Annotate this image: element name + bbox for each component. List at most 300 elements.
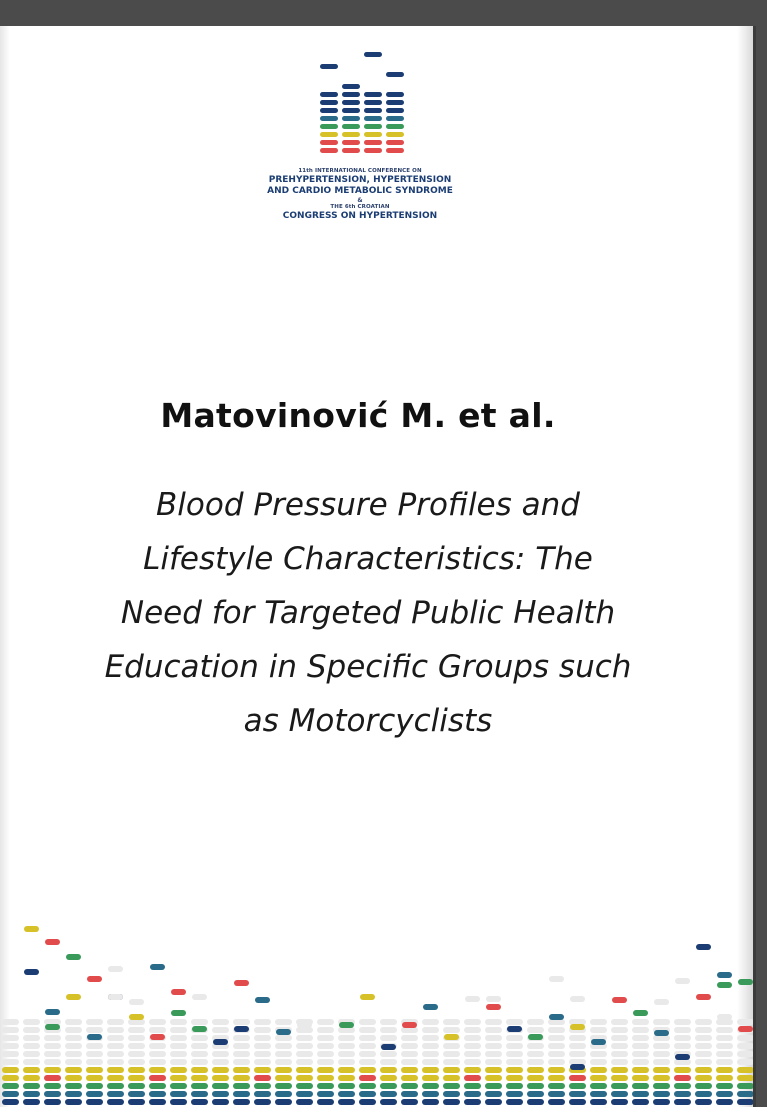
deco-bar (44, 1067, 61, 1073)
deco-bar (716, 1083, 733, 1089)
deco-bar (317, 1059, 334, 1065)
deco-bar (569, 1091, 586, 1097)
deco-bar (611, 1059, 628, 1065)
deco-bar (632, 1091, 649, 1097)
deco-bar (506, 1075, 523, 1081)
deco-bar (737, 1035, 753, 1041)
deco-bar (275, 1099, 292, 1105)
deco-bar (86, 1083, 103, 1089)
deco-bar (149, 1051, 166, 1057)
deco-bar (380, 1027, 397, 1033)
logo-line-1: 11th INTERNATIONAL CONFERENCE ON (298, 168, 422, 174)
deco-bar (317, 1075, 334, 1081)
deco-bar (527, 1027, 544, 1033)
deco-bar (317, 1043, 334, 1049)
deco-bar (212, 1051, 229, 1057)
deco-bar (632, 1035, 649, 1041)
deco-bar (338, 1083, 355, 1089)
logo-bar (364, 100, 382, 105)
deco-bar (23, 1067, 40, 1073)
deco-bar (107, 1091, 124, 1097)
deco-bar (191, 1019, 208, 1025)
deco-bar (45, 1024, 60, 1030)
deco-bar (150, 1034, 165, 1040)
deco-bar (65, 1067, 82, 1073)
deco-bar (170, 1067, 187, 1073)
deco-bar (443, 1067, 460, 1073)
deco-bar (737, 1091, 753, 1097)
logo-bar (386, 100, 404, 105)
deco-bar (506, 1059, 523, 1065)
deco-bar (128, 1099, 145, 1105)
logo-bar (342, 84, 360, 89)
deco-bar (338, 1043, 355, 1049)
deco-bar (422, 1051, 439, 1057)
deco-bar (674, 1043, 691, 1049)
deco-bar (422, 1099, 439, 1105)
deco-bar (695, 1027, 712, 1033)
deco-bar (191, 1059, 208, 1065)
deco-bar (359, 1051, 376, 1057)
deco-bar (464, 1019, 481, 1025)
deco-bar (254, 1059, 271, 1065)
deco-bar (65, 1059, 82, 1065)
deco-bar (528, 1034, 543, 1040)
deco-bar (464, 1091, 481, 1097)
deco-bar (296, 1099, 313, 1105)
deco-bar (548, 1043, 565, 1049)
deco-bar (359, 1019, 376, 1025)
deco-bar (401, 1091, 418, 1097)
deco-bar (359, 1091, 376, 1097)
deco-bar (317, 1067, 334, 1073)
deco-bar (590, 1027, 607, 1033)
deco-bar (233, 1059, 250, 1065)
deco-bar (192, 1026, 207, 1032)
deco-bar (549, 1014, 564, 1020)
deco-bar (443, 1051, 460, 1057)
deco-bar (506, 1067, 523, 1073)
deco-bar (464, 1067, 481, 1073)
deco-bar (696, 994, 711, 1000)
deco-bar (611, 1051, 628, 1057)
deco-bar (674, 1075, 691, 1081)
title-line: Blood Pressure Profiles and (156, 487, 580, 523)
deco-bar (464, 1051, 481, 1057)
deco-bar (632, 1067, 649, 1073)
deco-bar (548, 1099, 565, 1105)
logo-bar (320, 140, 338, 145)
deco-bar (233, 1051, 250, 1057)
deco-bar (275, 1067, 292, 1073)
logo-bar (386, 108, 404, 113)
deco-bar (737, 1019, 753, 1025)
deco-bar (632, 1075, 649, 1081)
deco-bar (380, 1099, 397, 1105)
deco-bar (234, 980, 249, 986)
deco-bar (737, 1059, 753, 1065)
deco-bar (675, 1054, 690, 1060)
deco-bar (695, 1035, 712, 1041)
deco-bar (548, 1091, 565, 1097)
logo-bar (364, 108, 382, 113)
deco-bar (128, 1051, 145, 1057)
deco-bar (716, 1067, 733, 1073)
deco-bar (590, 1083, 607, 1089)
deco-bar (317, 1083, 334, 1089)
deco-bar (275, 1091, 292, 1097)
deco-bar (548, 1083, 565, 1089)
logo-bar (320, 108, 338, 113)
logo-bar (342, 108, 360, 113)
deco-bar (632, 1083, 649, 1089)
deco-bar (213, 1039, 228, 1045)
deco-bar (716, 1027, 733, 1033)
deco-bar (233, 1099, 250, 1105)
deco-bar (212, 1059, 229, 1065)
deco-bar (254, 1083, 271, 1089)
deco-bar (380, 1075, 397, 1081)
deco-bar (632, 1059, 649, 1065)
deco-bar (485, 1083, 502, 1089)
deco-bar (107, 1027, 124, 1033)
deco-bar (569, 1035, 586, 1041)
deco-bar (191, 1067, 208, 1073)
deco-bar (254, 1043, 271, 1049)
deco-bar (23, 1059, 40, 1065)
deco-bar (212, 1027, 229, 1033)
deco-bar (611, 1075, 628, 1081)
deco-bar (359, 1083, 376, 1089)
deco-bar (2, 1043, 19, 1049)
deco-bar (338, 1099, 355, 1105)
logo-bar (342, 124, 360, 129)
deco-bar (65, 1091, 82, 1097)
deco-bar (338, 1035, 355, 1041)
deco-bar (611, 1027, 628, 1033)
logo-bar (386, 140, 404, 145)
deco-bar (296, 1067, 313, 1073)
deco-bar (254, 1051, 271, 1057)
deco-bar (338, 1091, 355, 1097)
deco-bar (128, 1059, 145, 1065)
deco-bar (233, 1043, 250, 1049)
deco-bar (401, 1035, 418, 1041)
deco-bar (737, 1099, 753, 1105)
title-line: Education in Specific Groups such (104, 649, 632, 685)
deco-bar (359, 1035, 376, 1041)
deco-bar (422, 1059, 439, 1065)
deco-bar (738, 979, 753, 985)
deco-bar (611, 1035, 628, 1041)
deco-bar (464, 1059, 481, 1065)
deco-bar (23, 1075, 40, 1081)
deco-bar (170, 1019, 187, 1025)
deco-bar (674, 1027, 691, 1033)
deco-bar (66, 994, 81, 1000)
deco-bar (570, 1024, 585, 1030)
deco-bar (233, 1091, 250, 1097)
deco-bar (254, 1099, 271, 1105)
deco-bar (128, 1027, 145, 1033)
deco-bar (612, 997, 627, 1003)
deco-bar (65, 1043, 82, 1049)
logo-text (250, 168, 470, 222)
deco-bar (569, 1083, 586, 1089)
deco-bar (506, 1019, 523, 1025)
deco-bar (380, 1067, 397, 1073)
deco-bar (296, 1051, 313, 1057)
deco-bar (23, 1027, 40, 1033)
deco-bar (401, 1043, 418, 1049)
deco-bar (212, 1075, 229, 1081)
deco-bar (717, 972, 732, 978)
deco-bar (717, 982, 732, 988)
deco-bar (716, 1099, 733, 1105)
deco-bar (548, 1067, 565, 1073)
deco-bar (443, 1027, 460, 1033)
deco-bar (2, 1099, 19, 1105)
deco-bar (128, 1075, 145, 1081)
deco-bar (107, 1067, 124, 1073)
deco-bar (716, 1091, 733, 1097)
deco-bar (695, 1083, 712, 1089)
deco-bar (591, 1039, 606, 1045)
logo-bar (364, 52, 382, 57)
deco-bar (275, 1035, 292, 1041)
deco-bar (297, 1022, 312, 1028)
deco-bar (696, 944, 711, 950)
deco-bar (86, 1019, 103, 1025)
document-page[interactable] (0, 26, 753, 1107)
deco-bar (107, 1059, 124, 1065)
deco-bar (654, 1030, 669, 1036)
deco-bar (548, 1051, 565, 1057)
deco-bar (2, 1019, 19, 1025)
deco-bar (611, 1099, 628, 1105)
deco-bar (87, 1034, 102, 1040)
deco-bar (380, 1083, 397, 1089)
deco-bar (485, 1043, 502, 1049)
deco-bar (171, 1010, 186, 1016)
deco-bar (192, 994, 207, 1000)
deco-bar (695, 1059, 712, 1065)
deco-bar (23, 1091, 40, 1097)
deco-bar (569, 1051, 586, 1057)
deco-bar (443, 1043, 460, 1049)
deco-bar (653, 1067, 670, 1073)
logo-bar (320, 124, 338, 129)
deco-bar (527, 1051, 544, 1057)
deco-bar (611, 1083, 628, 1089)
deco-bar (675, 978, 690, 984)
deco-bar (527, 1043, 544, 1049)
deco-bar (527, 1083, 544, 1089)
deco-bar (423, 1004, 438, 1010)
deco-bar (716, 1059, 733, 1065)
title-line: as Motorcyclists (243, 703, 493, 739)
deco-bar (128, 1067, 145, 1073)
deco-bar (716, 1075, 733, 1081)
logo-bar (386, 92, 404, 97)
deco-bar (590, 1051, 607, 1057)
deco-bar (485, 1099, 502, 1105)
deco-bar (486, 996, 501, 1002)
deco-bar (695, 1099, 712, 1105)
deco-bar (86, 1091, 103, 1097)
deco-bar (716, 1051, 733, 1057)
deco-bar (170, 1075, 187, 1081)
deco-bar (170, 1043, 187, 1049)
deco-bar (108, 966, 123, 972)
deco-bar (128, 1035, 145, 1041)
deco-bar (632, 1099, 649, 1105)
deco-bar (338, 1051, 355, 1057)
deco-bar (569, 1099, 586, 1105)
deco-bar (653, 1059, 670, 1065)
logo-line-2: PREHYPERTENSION, HYPERTENSION (268, 175, 452, 185)
deco-bar (317, 1019, 334, 1025)
deco-bar (674, 1035, 691, 1041)
deco-bar (317, 1051, 334, 1057)
deco-bar (2, 1083, 19, 1089)
deco-bar (2, 1059, 19, 1065)
deco-bar (171, 989, 186, 995)
deco-bar (590, 1019, 607, 1025)
deco-bar (254, 1035, 271, 1041)
logo-bar (342, 92, 360, 97)
deco-bar (590, 1075, 607, 1081)
deco-bar (380, 1035, 397, 1041)
logo-bar (320, 100, 338, 105)
deco-bar (233, 1019, 250, 1025)
deco-bar (107, 1035, 124, 1041)
logo-bar (342, 140, 360, 145)
deco-bar (653, 1091, 670, 1097)
deco-bar (464, 1075, 481, 1081)
logo-line-4: & (357, 197, 363, 204)
deco-bar (737, 1051, 753, 1057)
deco-bar (254, 1067, 271, 1073)
logo-bar (364, 124, 382, 129)
deco-bar (86, 1075, 103, 1081)
deco-bar (275, 1059, 292, 1065)
deco-bar (611, 1043, 628, 1049)
deco-bar (464, 1083, 481, 1089)
deco-bar (86, 1051, 103, 1057)
deco-bar (653, 1043, 670, 1049)
equalizer-logo-icon (314, 52, 410, 158)
deco-bar (233, 1067, 250, 1073)
logo-bar (364, 132, 382, 137)
deco-bar (632, 1051, 649, 1057)
deco-bar (443, 1099, 460, 1105)
deco-bar (674, 1067, 691, 1073)
deco-bar (276, 1029, 291, 1035)
deco-bar (317, 1035, 334, 1041)
deco-bar (485, 1091, 502, 1097)
deco-bar (695, 1091, 712, 1097)
deco-bar (212, 1019, 229, 1025)
deco-bar (44, 1083, 61, 1089)
deco-bar (191, 1035, 208, 1041)
logo-bar (320, 64, 338, 69)
deco-bar (65, 1035, 82, 1041)
deco-bar (2, 1075, 19, 1081)
deco-bar (23, 1043, 40, 1049)
deco-bar (296, 1075, 313, 1081)
deco-bar (23, 1051, 40, 1057)
deco-bar (23, 1083, 40, 1089)
deco-bar (65, 1051, 82, 1057)
deco-bar (107, 1099, 124, 1105)
deco-bar (191, 1083, 208, 1089)
deco-bar (632, 1027, 649, 1033)
logo-bar (364, 116, 382, 121)
deco-bar (107, 1075, 124, 1081)
deco-bar (527, 1019, 544, 1025)
deco-bar (485, 1051, 502, 1057)
deco-bar (129, 999, 144, 1005)
deco-bar (191, 1043, 208, 1049)
deco-bar (402, 1022, 417, 1028)
deco-bar (2, 1035, 19, 1041)
deco-bar (360, 994, 375, 1000)
deco-bar (212, 1067, 229, 1073)
deco-bar (464, 1035, 481, 1041)
deco-bar (569, 1075, 586, 1081)
deco-bar (590, 1099, 607, 1105)
deco-bar (86, 1067, 103, 1073)
deco-bar (674, 1083, 691, 1089)
deco-bar (107, 1051, 124, 1057)
deco-bar (548, 1075, 565, 1081)
deco-bar (234, 1026, 249, 1032)
deco-bar (23, 1099, 40, 1105)
deco-bar (401, 1051, 418, 1057)
deco-bar (527, 1059, 544, 1065)
deco-bar (401, 1083, 418, 1089)
deco-bar (87, 976, 102, 982)
logo-bar (386, 124, 404, 129)
deco-bar (737, 1083, 753, 1089)
deco-bar (212, 1083, 229, 1089)
deco-bar (570, 996, 585, 1002)
deco-bar (2, 1067, 19, 1073)
deco-bar (485, 1027, 502, 1033)
logo-bar (386, 132, 404, 137)
deco-bar (296, 1059, 313, 1065)
deco-bar (506, 1051, 523, 1057)
deco-bar (24, 969, 39, 975)
conference-logo (250, 50, 470, 280)
deco-bar (569, 1043, 586, 1049)
deco-bar (24, 926, 39, 932)
deco-bar (737, 1075, 753, 1081)
deco-bar (296, 1035, 313, 1041)
deco-bar (695, 1075, 712, 1081)
logo-line-6: CONGRESS ON HYPERTENSION (282, 211, 438, 221)
deco-bar (633, 1010, 648, 1016)
deco-bar (150, 964, 165, 970)
deco-bar (401, 1059, 418, 1065)
deco-bar (443, 1075, 460, 1081)
deco-bar (401, 1099, 418, 1105)
deco-bar (401, 1067, 418, 1073)
logo-bar (386, 116, 404, 121)
deco-bar (401, 1075, 418, 1081)
logo-bar (364, 148, 382, 153)
